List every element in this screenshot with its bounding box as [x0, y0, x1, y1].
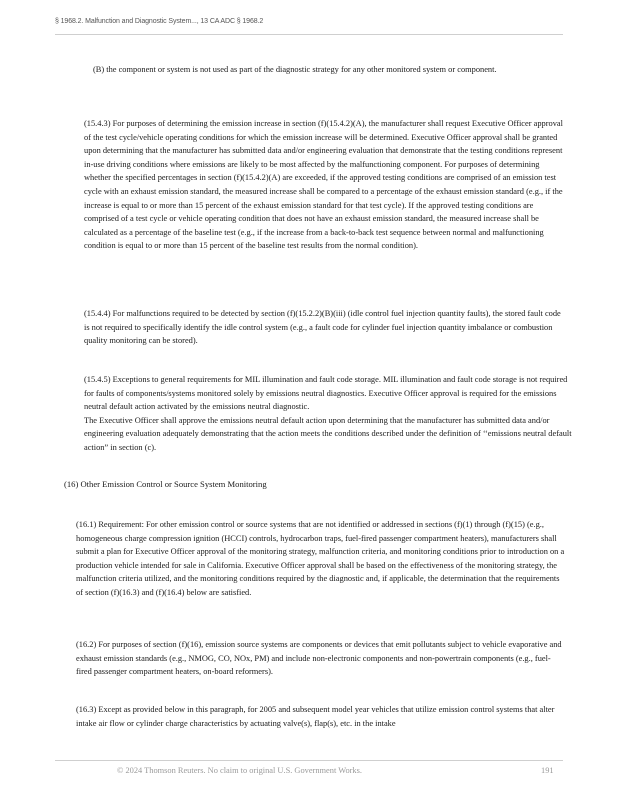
paragraph-b-component: [93, 63, 548, 77]
section-heading-16: (16) Other Emission Control or Source System Monitoring: [64, 479, 267, 489]
paragraph-text: The Executive Officer shall approve the emissions neutral default action upon determining that the manufacturer has submitted data and/or engineering evaluation adequately demonstrating that the action meets the conditions described under the definition of ‘‘emissions neutral default action” in section (c).: [84, 415, 572, 452]
header-divider: [55, 34, 563, 35]
paragraph-16-1: [76, 518, 566, 600]
running-header: § 1968.2. Malfunction and Diagnostic System..., 13 CA ADC § 1968.2: [55, 18, 264, 25]
paragraph-text: (15.4.5) Exceptions to general requirements for MIL illumination and fault code storage. MIL illumination and fault code storage is not required for faults of components/systems monitored solely by emissions neutral diagnostics. Executive Officer approval is required for the emissions neutral default action activated by the emissions neutral diagnostic.: [84, 375, 568, 412]
paragraph-text: (15.4.3) For purposes of determining the emission increase in section (f)(15.4.2)(A), the manufacturer shall request Executive Officer approval of the test cycle/vehicle operating conditions for which the emission increase will be determined. Executive Officer approval shall be granted upon determining that the manufacturer has submitted data and/or engineering evaluation that demonstrate that the testing conditions represent in-use driving conditions where emissions are likely to be most affected by the malfunctioning component. For purposes of determining whether the specified percentages in section (f)(15.4.2)(A) are exceeded, if the approved testing conditions are comprised of an emission test cycle with an exhaust emission standard, the measured increase shall be compared to a percentage of the exhaust emission standard (e.g., if the increase is equal to or more than 15 percent of the exhaust emission standard for that test cycle). If the approved testing conditions are comprised of a test cycle or vehicle operating condition that does not have an exhaust emission standard, the measured increase shall be calculated as a percentage of the baseline test (e.g., if the increase from a back-to-back test sequence between normal and malfunctioning condition is equal to or more than 15 percent of the baseline test results from the normal condition).: [84, 119, 563, 251]
paragraph-16-2: [76, 638, 566, 679]
paragraph-text: (16.1) Requirement: For other emission control or source systems that are not identified or addressed in sections (f)(1) through (f)(15) (e.g., homogeneous charge compression ignition (HCCI) controls, hydrocarbon traps, fuel-fired passenger compartment heaters), manufacturers shall submit a plan for Executive Officer approval of the monitoring strategy, malfunction criteria, and monitoring conditions prior to introduction on a production vehicle intended for sale in California. Executive Officer approval shall be based on the effectiveness of the monitoring strategy, the malfunction criteria utilized, and the monitoring conditions required by the diagnostic and, if applicable, the determination that the requirements of section (f)(16.3) and (f)(16.4) below are satisfied.: [76, 520, 565, 597]
footer-divider: [55, 760, 563, 761]
paragraph-text: (16.3) Except as provided below in this paragraph, for 2005 and subsequent model year vehicles that utilize emission control systems that alter intake air flow or cylinder charge characteristics by actuating valve(s), flap(s), etc. in the intake: [76, 705, 555, 728]
paragraph-15-4-5: [84, 373, 574, 455]
paragraph-text: (B) the component or system is not used as part of the diagnostic strategy for any other monitored system or component.: [93, 65, 497, 74]
paragraph-15-4-3: [84, 117, 566, 253]
page-number: 191: [541, 766, 554, 775]
paragraph-text: (15.4.4) For malfunctions required to be detected by section (f)(15.2.2)(B)(iii) (idle control fuel injection quantity faults), the stored fault code is not required to specifically identify the idle control system (e.g., a fault code for cylinder fuel injection quantity imbalance or combustion quality monitoring can be stored).: [84, 309, 561, 346]
paragraph-text: (16.2) For purposes of section (f)(16), emission source systems are components or devices that emit pollutants subject to vehicle evaporative and exhaust emission standards (e.g., NMOG, CO, NOx, PM) and include non-electronic components and non-powertrain components (e.g., fuel-fired passenger compartment heaters, on-board reformers).: [76, 640, 562, 677]
footer-copyright: © 2024 Thomson Reuters. No claim to original U.S. Government Works.: [117, 766, 362, 775]
paragraph-16-3: [76, 703, 566, 730]
paragraph-15-4-4: [84, 307, 566, 348]
